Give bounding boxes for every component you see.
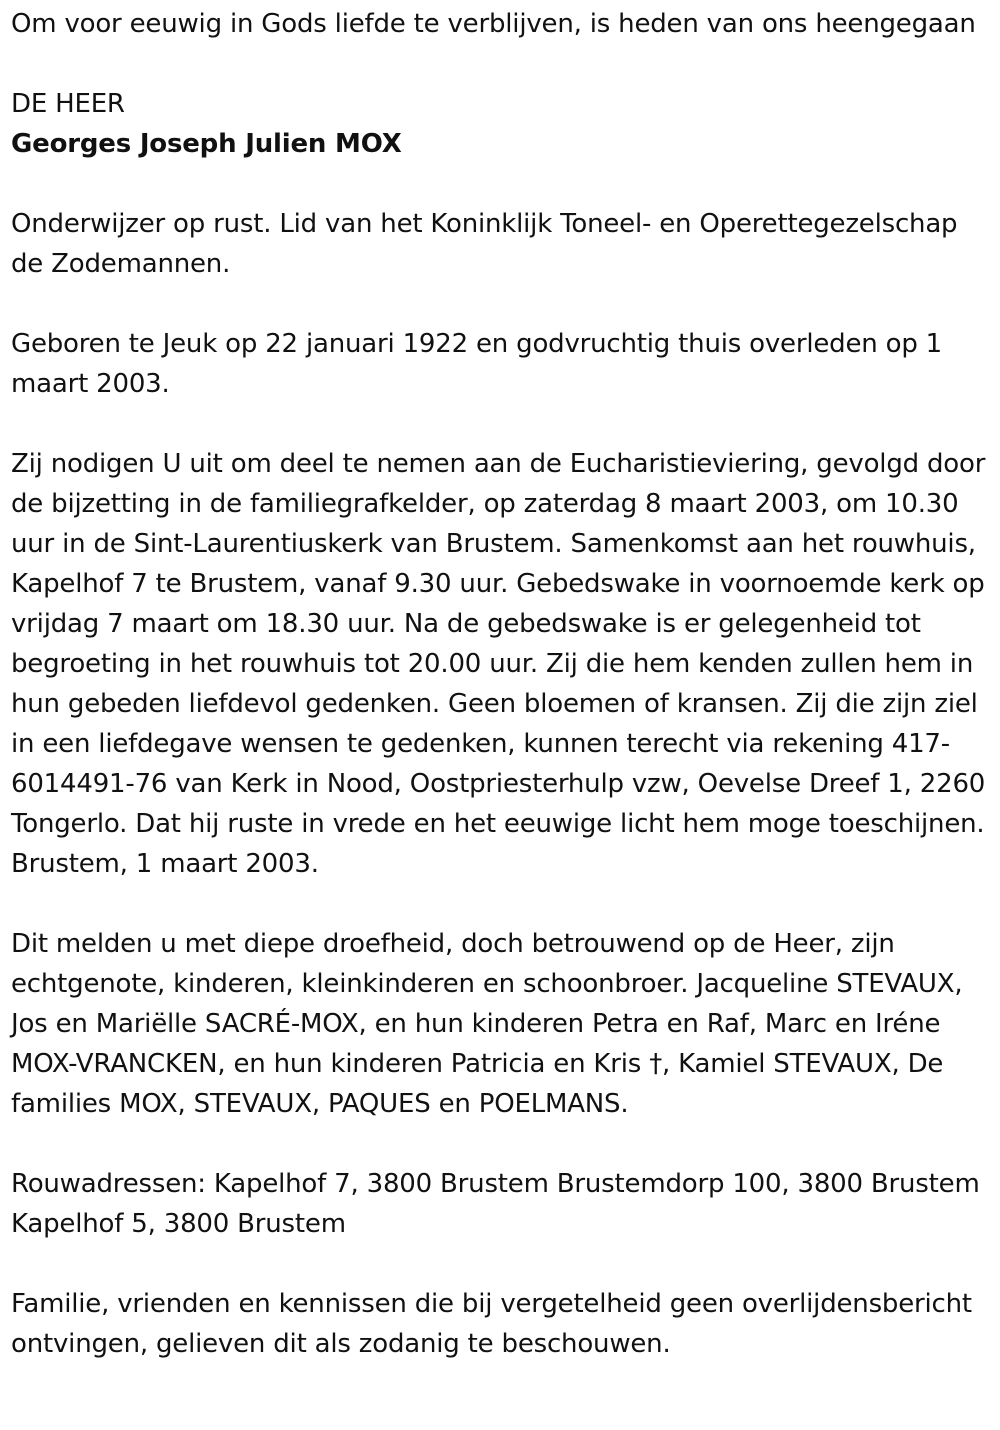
birth-death-text: Geboren te Jeuk op 22 januari 1922 en godvruchtig thuis overleden op 1 maart 2003. <box>11 329 943 399</box>
title-prefix: DE HEER <box>11 89 125 119</box>
spacer <box>11 884 990 924</box>
closing-text: Familie, vrienden en kennissen die bij vergetelheid geen overlijdensbericht ontvingen, gelieven dit als zodanig te beschouwen. <box>11 1289 972 1359</box>
spacer <box>11 44 990 84</box>
occupation-text: Onderwijzer op rust. Lid van het Koninklijk Toneel- en Operettegezelschap de Zodemannen. <box>11 209 958 279</box>
spacer <box>11 284 990 324</box>
spacer <box>11 1244 990 1284</box>
deceased-name: Georges Joseph Julien MOX <box>11 129 402 159</box>
spacer <box>11 164 990 204</box>
ceremony-text: Zij nodigen U uit om deel te nemen aan de Eucharistieviering, gevolgd door de bijzetting in de familiegrafkelder, op zaterdag 8 maart 2003, om 10.30 uur in de Sint-Laurentiuskerk van Brustem. Samenkomst aan het rouwhuis, Kapelhof 7 te Brustem, vanaf 9.30 uur. Gebedswake in voornoemde kerk op vrijdag 7 maart om 18.30 uur. Na de gebedswake is er gelegenheid tot begroeting in het rouwhuis tot 20.00 uur. Zij die hem kenden zullen hem in hun gebeden liefdevol gedenken. Geen bloemen of kransen. Zij die zijn ziel in een liefdegave wensen te gedenken, kunnen terecht via rekening 417-6014491-76 van Kerk in Nood, Oostpriesterhulp vzw, Oevelse Dreef 1, 2260 Tongerlo. Dat hij ruste in vrede en het eeuwige licht hem moge toeschijnen. Brustem, 1 maart 2003. <box>11 449 986 879</box>
family-text: Dit melden u met diepe droefheid, doch betrouwend op de Heer, zijn echtgenote, kinderen, kleinkinderen en schoonbroer. Jacqueline STEVAUX, Jos en Mariëlle SACRÉ-MOX, en hun kinderen Petra en Raf, Marc en Iréne MOX-VRANCKEN, en hun kinderen Patricia en Kris †, Kamiel STEVAUX, De families MOX, STEVAUX, PAQUES en POELMANS. <box>11 929 963 1119</box>
addresses-text: Rouwadressen: Kapelhof 7, 3800 Brustem Brustemdorp 100, 3800 Brustem Kapelhof 5, 3800 Brustem <box>11 1169 980 1239</box>
spacer <box>11 1124 990 1164</box>
intro-text: Om voor eeuwig in Gods liefde te verblijven, is heden van ons heengegaan <box>11 9 976 39</box>
spacer <box>11 404 990 444</box>
